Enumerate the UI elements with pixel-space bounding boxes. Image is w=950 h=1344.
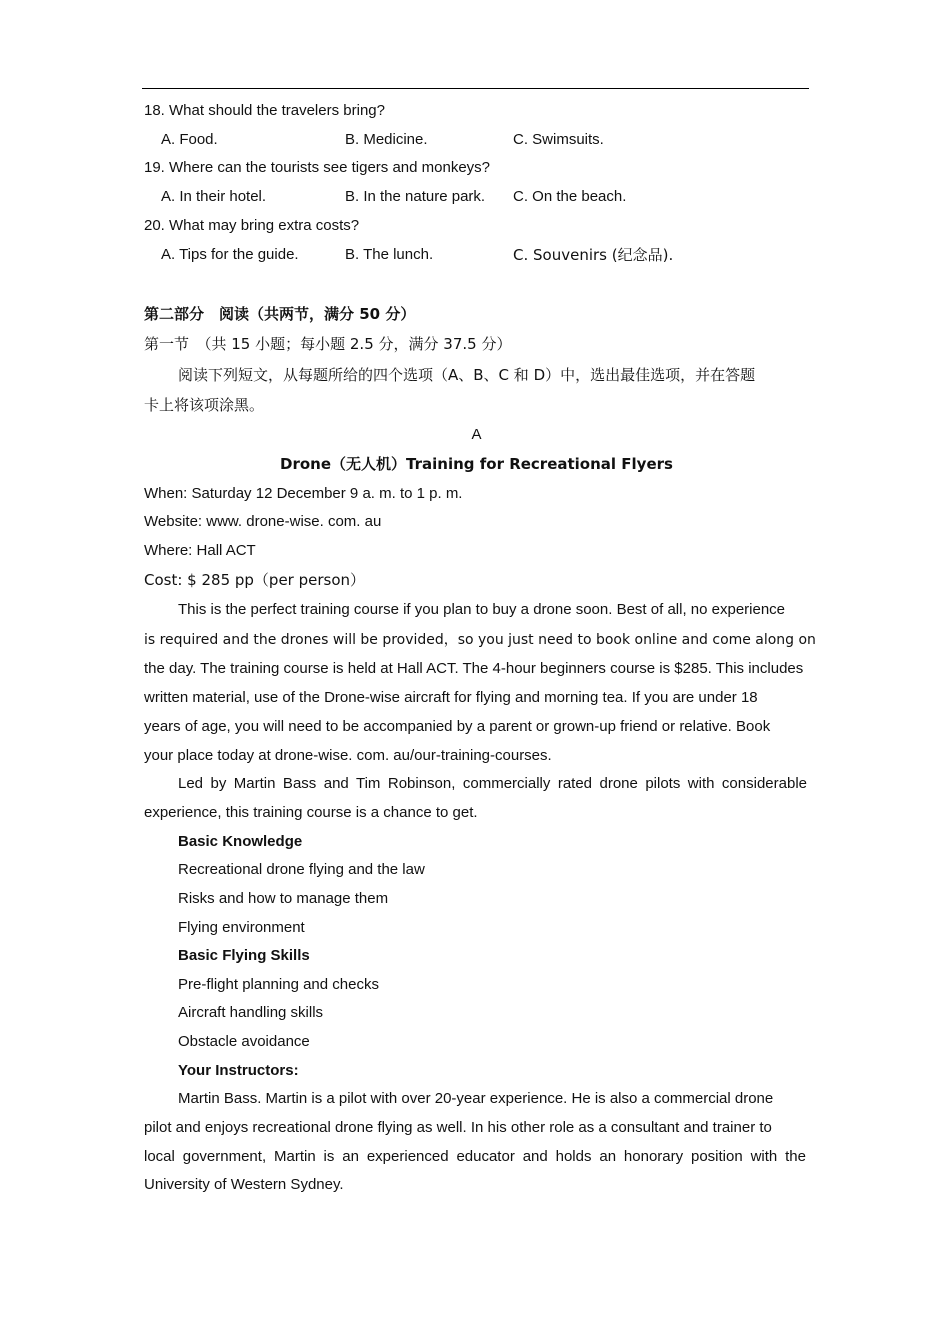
q18-option-c: C. Swimsuits. [513, 131, 604, 148]
paragraph1-line-5: years of age, you will need to be accompanied by a parent or grown-up friend or relative. Book [144, 718, 771, 735]
q18-option-a: A. Food. [161, 131, 218, 148]
section-title: 第一节 （共 15 小题；每小题 2.5 分，满分 37.5 分） [144, 335, 512, 353]
basic-knowledge-item: Risks and how to manage them [178, 890, 389, 907]
question-19: 19. Where can the tourists see tigers and monkeys? [144, 159, 491, 176]
question-18: 18. What should the travelers bring? [144, 102, 385, 119]
paragraph2-line-1: Led by Martin Bass and Tim Robinson, commercially rated drone pilots with considerable [178, 775, 807, 792]
instructors-line-2: pilot and enjoys recreational drone flying as well. In his other role as a consultant and trainer to [144, 1119, 772, 1136]
passage-title: Drone（无人机）Training for Recreational Flyers [280, 455, 673, 473]
basic-knowledge-item: Recreational drone flying and the law [178, 861, 425, 878]
q18-option-b: B. Medicine. [345, 131, 428, 148]
q20-option-b: B. The lunch. [345, 246, 434, 263]
instructors-line-1: Martin Bass. Martin is a pilot with over 20-year experience. He is also a commercial drone [178, 1090, 774, 1107]
part-title: 第二部分 阅读（共两节，满分 50 分） [144, 305, 416, 323]
instructors-line-3: local government, Martin is an experienced educator and holds an honorary position with the [144, 1148, 806, 1165]
header-rule [142, 88, 809, 89]
basic-knowledge-item: Flying environment [178, 919, 305, 936]
paragraph1-line-1: This is the perfect training course if you plan to buy a drone soon. Best of all, no experience [178, 601, 786, 618]
paragraph1-line-2: is required and the drones will be provided，so you just need to book online and come along on [144, 632, 816, 648]
paragraph1-line-3: the day. The training course is held at Hall ACT. The 4-hour beginners course is $285. This includes [144, 660, 804, 677]
q20-option-c: C. Souvenirs (纪念品). [513, 246, 674, 264]
instructors-heading: Your Instructors: [178, 1062, 299, 1079]
paragraph1-line-4: written material, use of the Drone-wise aircraft for flying and morning tea. If you are under 18 [144, 689, 758, 706]
instructors-line-4: University of Western Sydney. [144, 1176, 344, 1193]
passage-label: A [471, 426, 482, 443]
info-cost: Cost: $ 285 pp（per person） [144, 571, 366, 589]
basic-flying-skills-item: Pre-flight planning and checks [178, 976, 379, 993]
info-where: Where: Hall ACT [144, 542, 256, 559]
basic-flying-skills-item: Aircraft handling skills [178, 1004, 324, 1021]
question-20: 20. What may bring extra costs? [144, 217, 360, 234]
q19-option-b: B. In the nature park. [345, 188, 486, 205]
basic-knowledge-heading: Basic Knowledge [178, 833, 303, 850]
q19-option-a: A. In their hotel. [161, 188, 267, 205]
basic-flying-skills-item: Obstacle avoidance [178, 1033, 310, 1050]
paragraph1-line-6: your place today at drone-wise. com. au/our-training-courses. [144, 747, 552, 764]
instructions-line-2: 卡上将该项涂黑。 [144, 396, 265, 414]
q20-option-a: A. Tips for the guide. [161, 246, 299, 263]
instructions-line-1: 阅读下列短文，从每题所给的四个选项（A、B、C 和 D）中，选出最佳选项，并在答题 [178, 366, 756, 384]
q19-option-c: C. On the beach. [513, 188, 627, 205]
basic-flying-skills-heading: Basic Flying Skills [178, 947, 310, 964]
info-when: When: Saturday 12 December 9 a. m. to 1 p. m. [144, 485, 463, 502]
paragraph2-line-2: experience, this training course is a chance to get. [144, 804, 478, 821]
info-website: Website: www. drone-wise. com. au [144, 513, 382, 530]
